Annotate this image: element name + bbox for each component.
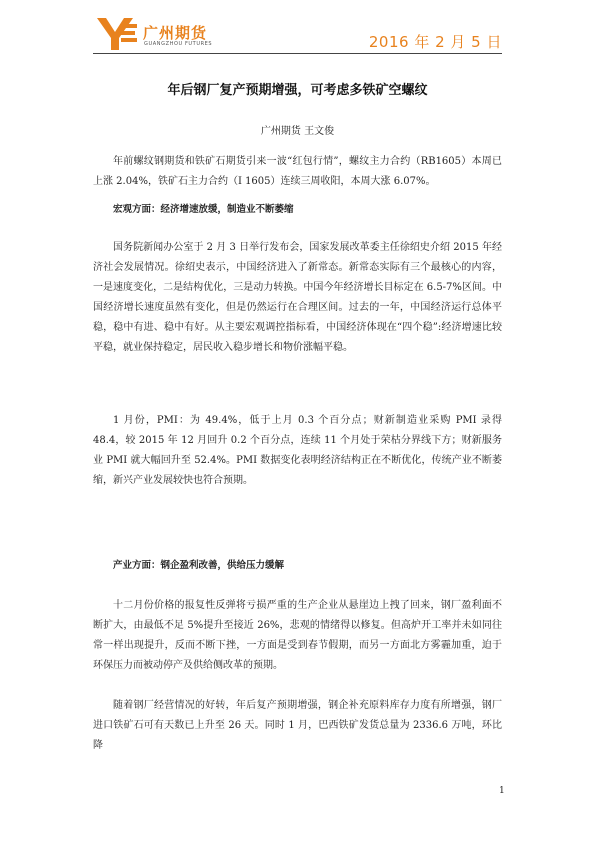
header-rule [93, 53, 502, 54]
section-heading-macro: 宏观方面：经济增速放缓，制造业不断萎缩 [113, 204, 294, 215]
company-logo [95, 16, 225, 52]
industry-paragraph-1: 十二月份价格的报复性反弹将亏损严重的生产企业从悬崖边上拽了回来，钢厂盈利面不断扩大，由最低不足 5%提升至接近 26%，悲观的情绪得以修复。但高炉开工率并未如同往常一样出现提升，反而不断下挫，一方面是受到春节假期，而另一方面北方雾霾加重，迫于环保压力而被动停产及供给侧改革的预期。 [93, 600, 502, 671]
page-number: 1 [499, 786, 505, 796]
logo-english-name: GUANGZHOU FUTURES [144, 41, 213, 47]
article-author: 广州期货 王文俊 [260, 126, 335, 137]
logo-mark-icon [95, 16, 139, 52]
macro-paragraph-2: 1 月份，PMI：为 49.4%，低于上月 0.3 个百分点；财新制造业采购 PMI 录得 48.4，较 2015 年 12 月回升 0.2 个百分点，连续 11 个月处于荣枯分界线下方；财新服务业 PMI 就大幅回升至 52.4%。PMI 数据变化表明经济结构正在不断优化，传统产业不断萎缩，新兴产业发展较快也符合预期。 [93, 415, 502, 486]
section-heading-industry: 产业方面：钢企盈利改善，供给压力缓解 [113, 560, 285, 571]
article-title: 年后钢厂复产预期增强，可考虑多铁矿空螺纹 [167, 83, 428, 98]
macro-paragraph-1: 国务院新闻办公室于 2 月 3 日举行发布会，国家发展改革委主任徐绍史介绍 2015 年经济社会发展情况。徐绍史表示，中国经济进入了新常态。新常态实际有三个最核心的内容，一是速度变化，二是结构优化，三是动力转换。中国今年经济增长目标定在 6.5-7%区间。中国经济增长速度虽然有变化，但是仍然运行在合理区间。过去的一年，中国经济运行总体平稳，稳中有进、稳中有好。从主要宏观调控指标看，中国经济体现在“四个稳”:经济增速比较平稳，就业保持稳定，居民收入稳步增长和物价涨幅平稳。 [93, 242, 502, 353]
logo-chinese-name: 广州期货 [143, 24, 208, 42]
industry-paragraph-2: 随着钢厂经营情况的好转，年后复产预期增强，钢企补充原料库存力度有所增强，钢厂进口铁矿石可有天数已上升至 26 天。同时 1 月，巴西铁矿发货总量为 2336.6 万吨，环比降 [93, 700, 502, 751]
intro-paragraph: 年前螺纹钢期货和铁矿石期货引来一波“红包行情”，螺纹主力合约（RB1605）本周已上涨 2.04%，铁矿石主力合约（I 1605）连续三周收阳，本周大涨 6.07%。 [93, 156, 502, 187]
report-date: 2016 年 2 月 5 日 [368, 33, 502, 51]
